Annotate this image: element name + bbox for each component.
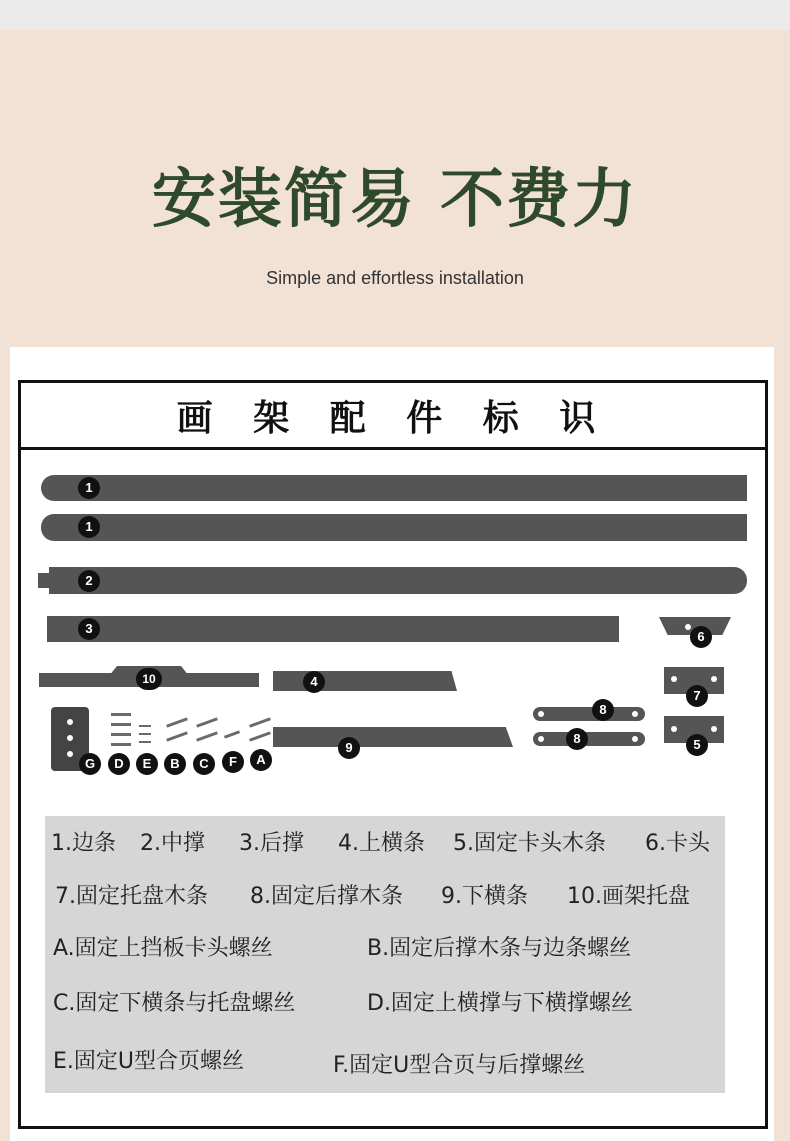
part-8a-hole-b bbox=[632, 711, 638, 717]
screw-d-1 bbox=[111, 713, 131, 716]
legend-item-7: 7.固定托盘木条 bbox=[55, 884, 208, 909]
part-badge-10: 10 bbox=[136, 668, 162, 690]
legend-item-5: 5.固定卡头木条 bbox=[453, 831, 606, 856]
screw-d-2 bbox=[111, 723, 131, 726]
screw-c-1 bbox=[196, 717, 218, 727]
part-badge-9: 9 bbox=[338, 737, 360, 759]
diagram-heading-row bbox=[21, 383, 765, 450]
part-8a-hole-a bbox=[538, 711, 544, 717]
part-rear-fix-strip-2 bbox=[533, 732, 645, 746]
part-top-crossbar bbox=[273, 671, 457, 691]
legend-item-A: A.固定上挡板卡头螺丝 bbox=[53, 936, 273, 961]
legend-item-E: E.固定U型合页螺丝 bbox=[53, 1049, 244, 1074]
legend-item-2: 2.中撑 bbox=[140, 831, 205, 856]
part-badge-C: C bbox=[193, 753, 215, 775]
parts-legend bbox=[45, 816, 725, 1093]
hinge-hole-a bbox=[67, 719, 73, 725]
screw-d-4 bbox=[111, 743, 131, 746]
part-badge-8b: 8 bbox=[566, 728, 588, 750]
legend-item-F: F.固定U型合页与后撑螺丝 bbox=[333, 1053, 586, 1078]
part-badge-8a: 8 bbox=[592, 699, 614, 721]
part-badge-1a: 1 bbox=[78, 477, 100, 499]
part-bottom-crossbar bbox=[273, 727, 513, 747]
page-title: 安装简易 不费力 bbox=[151, 163, 639, 237]
page-subtitle: Simple and effortless installation bbox=[266, 268, 524, 288]
part-side-bar-2 bbox=[41, 514, 747, 541]
part-middle-brace-tip bbox=[38, 573, 52, 588]
hinge-hole-c bbox=[67, 751, 73, 757]
part-badge-1b: 1 bbox=[78, 516, 100, 538]
part-badge-3: 3 bbox=[78, 618, 100, 640]
part-8b-hole-b bbox=[632, 736, 638, 742]
screw-e-2 bbox=[139, 733, 151, 735]
screw-e-1 bbox=[139, 725, 151, 727]
legend-item-4: 4.上横条 bbox=[338, 831, 425, 856]
legend-item-B: B.固定后撑木条与边条螺丝 bbox=[367, 936, 632, 961]
screw-c-2 bbox=[196, 731, 218, 741]
part-badge-7: 7 bbox=[686, 685, 708, 707]
part-badge-B: B bbox=[164, 753, 186, 775]
legend-item-1: 1.边条 bbox=[51, 831, 116, 856]
part-7-hole-b bbox=[711, 676, 717, 682]
part-badge-E: E bbox=[136, 753, 158, 775]
legend-item-C: C.固定下横条与托盘螺丝 bbox=[53, 991, 296, 1016]
part-badge-F: F bbox=[222, 751, 244, 773]
part-clip-head-hole bbox=[685, 624, 691, 630]
hinge-hole-b bbox=[67, 735, 73, 741]
part-side-bar-1 bbox=[41, 475, 747, 501]
part-badge-4: 4 bbox=[303, 671, 325, 693]
part-8b-hole-a bbox=[538, 736, 544, 742]
part-7-hole-a bbox=[671, 676, 677, 682]
top-band bbox=[0, 0, 790, 30]
part-badge-A: A bbox=[250, 749, 272, 771]
part-rear-fix-strip-1 bbox=[533, 707, 645, 721]
part-badge-D: D bbox=[108, 753, 130, 775]
legend-item-10: 10.画架托盘 bbox=[567, 884, 690, 909]
legend-item-6: 6.卡头 bbox=[645, 831, 710, 856]
part-rear-brace bbox=[47, 616, 619, 642]
part-middle-brace bbox=[49, 567, 747, 594]
part-badge-2: 2 bbox=[78, 570, 100, 592]
parts-diagram-frame bbox=[18, 380, 768, 1129]
part-badge-5: 5 bbox=[686, 734, 708, 756]
legend-item-9: 9.下横条 bbox=[441, 884, 528, 909]
screw-b-1 bbox=[166, 717, 188, 727]
screw-b-2 bbox=[166, 731, 188, 741]
part-5-hole-b bbox=[711, 726, 717, 732]
legend-item-D: D.固定上横撑与下横撑螺丝 bbox=[367, 991, 633, 1016]
screw-d-3 bbox=[111, 733, 131, 736]
part-5-hole-a bbox=[671, 726, 677, 732]
screw-e-3 bbox=[139, 741, 151, 743]
legend-item-8: 8.固定后撑木条 bbox=[250, 884, 403, 909]
diagram-heading: 画 架 配 件 标 识 bbox=[176, 397, 610, 439]
part-badge-6: 6 bbox=[690, 626, 712, 648]
screw-f-1 bbox=[224, 730, 240, 738]
part-badge-G: G bbox=[79, 753, 101, 775]
screw-a-1 bbox=[249, 717, 271, 727]
legend-item-3: 3.后撑 bbox=[239, 831, 304, 856]
screw-a-2 bbox=[249, 731, 271, 741]
